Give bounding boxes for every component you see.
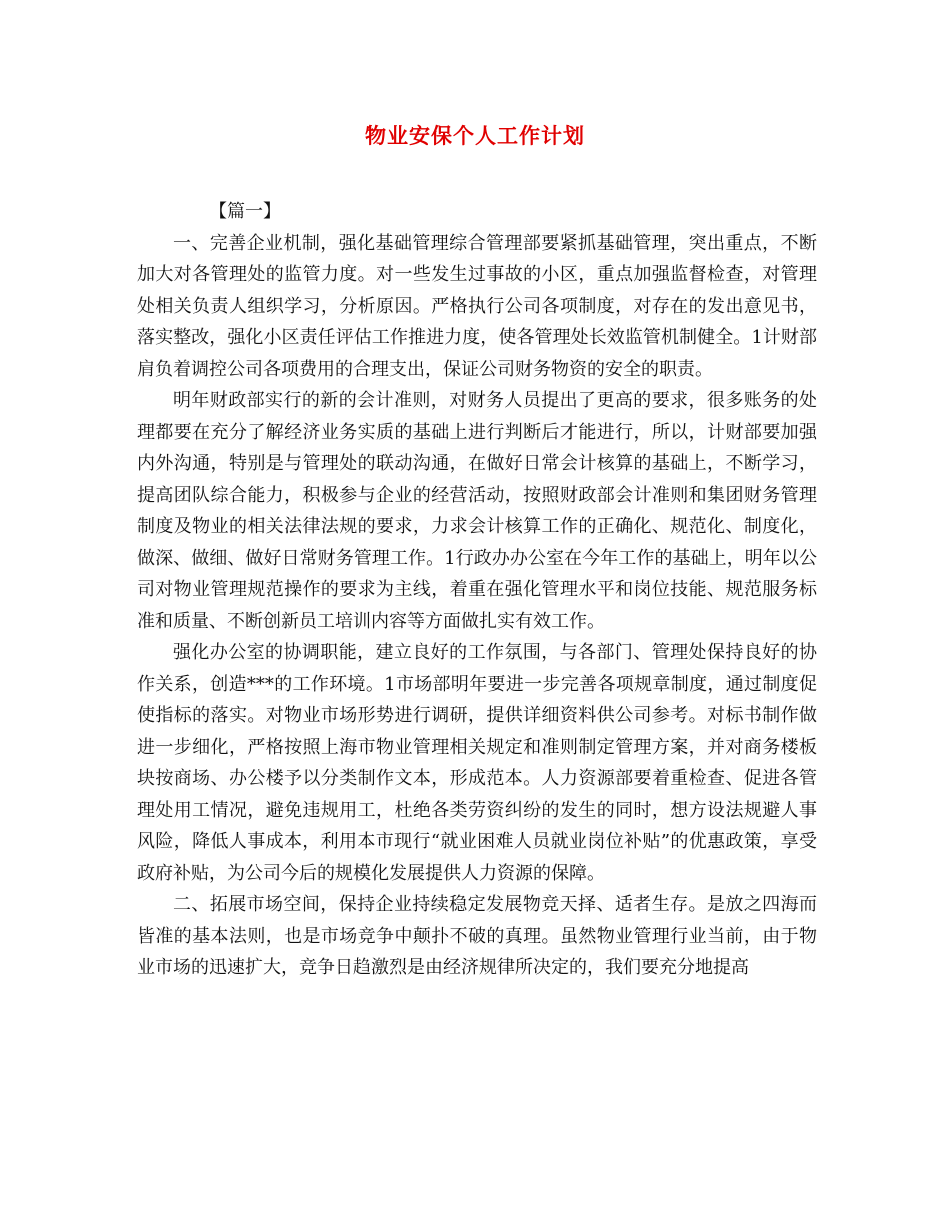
paragraph-1: 一、完善企业机制，强化基础管理综合管理部要紧抓基础管理，突出重点，不断加大对各管理处的监管力度。对一些发生过事故的小区，重点加强监督检查，对管理处相关负责人组织学习，分析原因。严格执行公司各项制度，对存在的发出意见书，落实整改，强化小区责任评估工作推进力度，使各管理处长效监管机制健全。1计财部肩负着调控公司各项费用的合理支出，保证公司财务物资的安全的职责。 [137,232,817,380]
section-label: 【篇一】 [209,201,281,222]
document-title: 物业安保个人工作计划 [365,123,585,148]
paragraph-3: 强化办公室的协调职能，建立良好的工作氛围，与各部门、管理处保持良好的协作关系，创造***的工作环境。1市场部明年要进一步完善各项规章制度，通过制度促使指标的落实。对物业市场形势进行调研，提供详细资料供公司参考。对标书制作做进一步细化，严格按照上海市物业管理相关规定和准则制定管理方案，并对商务楼板块按商场、办公楼予以分类制作文本，形成范本。人力资源部要着重检查、促进各管理处用工情况，避免违规用工，杜绝各类劳资纠纷的发生的同时，想方设法规避人事风险，降低人事成本，利用本市现行“就业困难人员就业岗位补贴”的优惠政策，享受政府补贴，为公司今后的规模化发展提供人力资源的保障。 [137,642,817,884]
paragraph-4: 二、拓展市场空间，保持企业持续稳定发展物竞天择、适者生存。是放之四海而皆准的基本法则，也是市场竞争中颠扑不破的真理。虽然物业管理行业当前，由于物业市场的迅速扩大，竞争日趋激烈是由经济规律所决定的，我们要充分地提高 [137,894,817,978]
paragraph-2: 明年财政部实行的新的会计准则，对财务人员提出了更高的要求，很多账务的处理都要在充分了解经济业务实质的基础上进行判断后才能进行，所以，计财部要加强内外沟通，特别是与管理处的联动沟通，在做好日常会计核算的基础上，不断学习，提高团队综合能力，积极参与企业的经营活动，按照财政部会计准则和集团财务管理制度及物业的相关法律法规的要求，力求会计核算工作的正确化、规范化、制度化，做深、做细、做好日常财务管理工作。1行政办办公室在今年工作的基础上，明年以公司对物业管理规范操作的要求为主线，着重在强化管理水平和岗位技能、规范服务标准和质量、不断创新员工培训内容等方面做扎实有效工作。 [137,390,817,632]
document-body [137,196,817,984]
